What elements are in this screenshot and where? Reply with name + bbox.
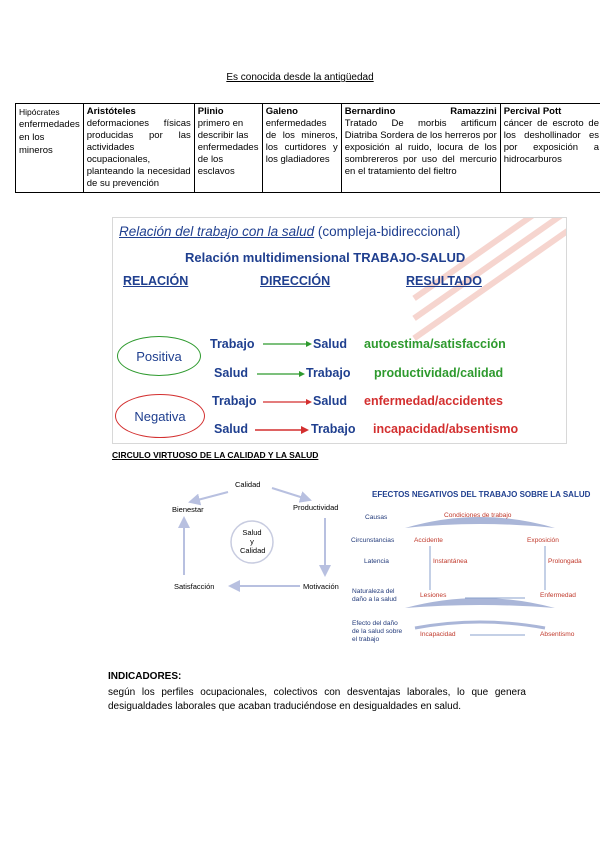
- row4-to: Trabajo: [311, 422, 356, 436]
- arrow-calidad-bienestar: [190, 492, 228, 502]
- cell-text: Tratado De morbis artificum Diatriba Sordera de los herreros por exposición al ruido, locura de los sombrereros por uso del mercurio en el tratamiento del fieltro: [344, 118, 497, 177]
- indicadores-title: INDICADORES:: [108, 671, 182, 682]
- cell-aristoteles: [83, 104, 194, 193]
- panel-title: Relación del trabajo con la salud (compleja-bidireccional): [119, 224, 461, 239]
- circle-productividad: Productividad: [293, 503, 339, 512]
- cell-name: Galeno: [265, 106, 298, 117]
- ef-lesiones: Lesiones: [420, 592, 447, 599]
- arrowhead-3: [306, 399, 312, 405]
- arrow-calidad-productividad: [272, 488, 310, 500]
- arrowhead-2: [299, 371, 305, 377]
- row4-from: Salud: [214, 422, 249, 436]
- row1-from: Trabajo: [210, 337, 255, 351]
- row2-result: productividad/calidad: [374, 366, 504, 380]
- section-heading: Es conocida desde la antigüedad: [226, 72, 374, 83]
- row3-to: Salud: [313, 394, 348, 408]
- cell-name: Plinio: [197, 106, 224, 117]
- cell-pott: [500, 104, 600, 193]
- row1-to: Salud: [313, 337, 348, 351]
- ef-instantanea: Instantánea: [433, 558, 468, 565]
- cell-name: Aristóteles: [86, 106, 136, 117]
- ef-condiciones: Condiciones de trabajo: [444, 512, 512, 519]
- ef-absentismo: Absentismo: [540, 631, 575, 638]
- ef-exposicion: Exposición: [527, 537, 559, 544]
- ef-causas: Causas: [365, 514, 388, 521]
- row2-to: Trabajo: [306, 366, 351, 380]
- ef-efecto: Efecto del daño de la salud sobre el trabajo: [352, 620, 403, 643]
- arrows-svg: [113, 218, 566, 443]
- cell-galeno: [262, 104, 341, 193]
- ef-prolongada: Prolongada: [548, 558, 582, 565]
- circle-calidad: Calidad: [235, 480, 261, 489]
- row4-result: incapacidad/absentismo: [373, 422, 519, 436]
- arrowhead-4: [301, 426, 309, 434]
- ef-enfermedad: Enfermedad: [540, 592, 576, 599]
- positiva-oval: Positiva: [117, 336, 201, 376]
- cell-name: Hipócrates: [19, 107, 60, 117]
- col-direccion: DIRECCIÓN: [260, 274, 331, 288]
- efectos-title: EFECTOS NEGATIVOS DEL TRABAJO SOBRE LA SALUD: [372, 490, 591, 499]
- row3-result: enfermedad/accidentes: [364, 394, 503, 408]
- cell-text: enfermedades en los mineros: [19, 119, 80, 156]
- ef-incapacidad: Incapacidad: [420, 631, 456, 638]
- cell-hipocrates: [16, 104, 84, 193]
- panel-subtitle: Relación multidimensional TRABAJO-SALUD: [185, 250, 466, 265]
- lesiones-arc: [405, 598, 555, 608]
- col-relacion: RELACIÓN: [123, 274, 189, 288]
- relation-panel: [112, 217, 567, 444]
- negativa-oval: Negativa: [115, 394, 205, 438]
- cell-name: Percival Pott: [503, 106, 562, 117]
- ef-circunstancias: Circunstancias: [351, 537, 395, 544]
- circle-satisfaccion: Satisfacción: [174, 582, 215, 591]
- ef-naturaleza: Naturaleza del daño a la salud: [352, 588, 397, 603]
- cell-name-last: Ramazzini: [450, 106, 497, 117]
- circle-motivacion: Motivación: [303, 582, 339, 591]
- cell-text: primero en describir las enfermedades de los esclavos: [197, 118, 259, 177]
- cell-text: enfermedades de los mineros, los curtidores y los gladiadores: [265, 118, 338, 165]
- circle-bienestar: Bienestar: [172, 505, 204, 514]
- incapacidad-arc: [415, 622, 545, 628]
- cell-ramazzini: [341, 104, 500, 193]
- cell-name-first: Bernardino: [344, 106, 396, 117]
- row1-result: autoestima/satisfacción: [364, 337, 506, 351]
- row2-from: Salud: [214, 366, 249, 380]
- cell-text: deformaciones físicas producidas por las actividades ocupacionales, planteando la necesidad de su prevención: [86, 118, 191, 189]
- col-resultado: RESULTADO: [406, 274, 482, 288]
- indicadores-text: según los perfiles ocupacionales, colectivos con desventajas laborales, lo que genera desigualdades laborales que acaban traduciéndose en desigualdades en salud.: [108, 687, 526, 712]
- cell-text: cáncer de escroto de los deshollinador es por exposición a hidrocarburos: [503, 118, 599, 165]
- row3-from: Trabajo: [212, 394, 257, 408]
- cell-plinio: [194, 104, 262, 193]
- arrowhead-1: [306, 341, 312, 347]
- ef-accidente: Accidente: [414, 537, 443, 544]
- ef-latencia: Latencia: [364, 558, 389, 565]
- circle-title: CIRCULO VIRTUOSO DE LA CALIDAD Y LA SALUD: [112, 450, 319, 460]
- circle-center: Salud y Calidad: [240, 528, 266, 555]
- historical-table: [15, 103, 600, 193]
